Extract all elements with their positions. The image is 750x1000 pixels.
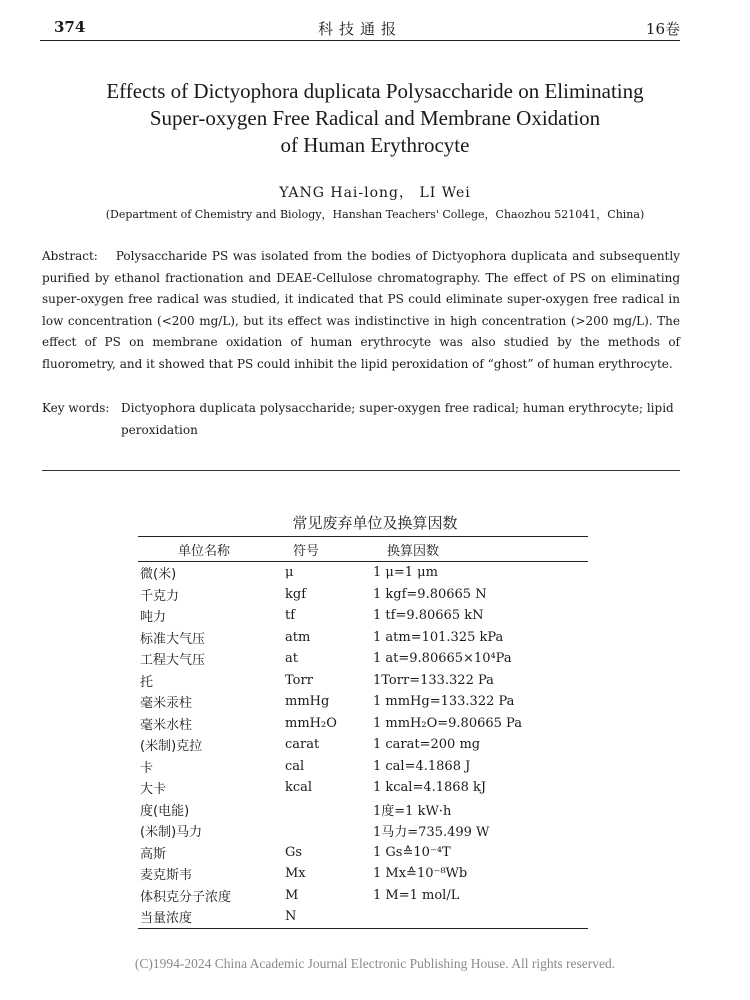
symbol-cell: tf [285,608,296,624]
column-header-unit: 单位名称 [138,537,285,562]
column-header-factor: 换算因数 [373,537,588,562]
conversion-cell: 1 atm=101.325 kPa [373,629,504,645]
table-row [138,605,588,627]
section-divider [42,470,680,471]
symbol-cell: Torr [285,672,313,688]
table-row [138,799,588,821]
unit-name-cell: 毫米水柱 [140,717,193,733]
unit-name-cell: 当量浓度 [138,906,285,928]
table-row [138,820,588,842]
table-row [138,713,588,735]
symbol-cell: N [285,906,373,928]
symbol-cell: kgf [285,586,307,602]
symbol-cell [285,799,373,821]
conversion-cell: 1 kgf=9.80665 N [373,586,487,602]
table-row [138,734,588,756]
symbol-cell: mmHg [285,694,330,710]
copyright-notice: (C)1994-2024 China Academic Journal Electronic Publishing House. All rights reserved. [134,956,616,971]
abstract-label: Abstract: [42,249,98,263]
table-row [138,842,588,864]
table-caption: 常见废弃单位及换算因数 [292,514,458,532]
table-row [138,906,588,928]
conversion-cell: 1 mmH₂O=9.80665 Pa [373,715,522,731]
table-header-row [138,537,588,562]
article-title [40,78,710,159]
symbol-cell: cal [285,758,305,774]
conversion-cell: 1马力=735.499 W [373,825,490,841]
keywords-text: Dictyophora duplicata polysaccharide; super-oxygen free radical; human erythrocyte; lipid peroxidation [121,401,674,437]
unit-name-cell: 工程大气压 [140,653,206,669]
title-line: Super-oxygen Free Radical and Membrane Oxidation [149,106,601,130]
running-header [40,14,680,41]
title-line: of Human Erythrocyte [280,133,470,157]
conversion-cell: 1 tf=9.80665 kN [373,608,484,624]
conversion-cell: 1 carat=200 mg [373,737,481,753]
conversion-cell: 1 Gs≙10⁻⁴T [373,844,451,860]
symbol-cell: carat [285,737,320,753]
keywords-label: Key words: [42,401,110,415]
conversion-cell: 1度=1 kW·h [373,803,452,819]
unit-name-cell: 卡 [140,760,154,776]
table-row [138,562,588,584]
table-row [138,777,588,799]
unit-name-cell: 吨力 [140,610,167,626]
table-row [138,885,588,907]
symbol-cell: M [285,887,299,903]
unit-name-cell: 托 [140,674,154,690]
table-row [138,756,588,778]
conversion-cell: 1 cal=4.1868 J [373,758,471,774]
symbol-cell: atm [285,629,311,645]
journal-name: 科技通报 [317,20,402,38]
abstract-text: Polysaccharide PS was isolated from the bodies of Dictyophora duplicata and subsequently purified by ethanol fractionation and DEAE-Cellulose chromatography. The effect of PS on eliminating super-oxygen free radical was studied, it indicated that PS could eliminate super-oxygen free radical in low concentration (<200 mg/L), but its effect was indistinctive in high concentration (>200 mg/L). The effect of PS on membrane oxidation of human erythrocyte was also studied by the methods of fluorometry, and it showed that PS could inhibit the lipid peroxidation of “ghost” of human erythrocyte. [42,249,680,371]
symbol-cell: at [285,651,298,667]
unit-name-cell: 高斯 [140,846,167,862]
table-row [138,691,588,713]
conversion-cell: 1 Mx≙10⁻⁸Wb [373,866,468,882]
unit-name-cell: 毫米汞柱 [140,696,193,712]
symbol-cell [285,820,373,842]
authors: YANG Hai-long， LI Wei [279,185,471,201]
conversion-cell [373,906,588,928]
symbol-cell: kcal [285,780,313,796]
conversion-cell: 1 μ=1 μm [373,565,438,581]
keywords [42,398,680,441]
conversion-cell: 1 M=1 mol/L [373,887,460,903]
table-row [138,648,588,670]
unit-name-cell: 微(米) [140,567,177,583]
symbol-cell: μ [285,565,294,581]
unit-name-cell: (米制)克拉 [140,739,203,755]
table-row [138,863,588,885]
symbol-cell: mmH₂O [285,715,337,731]
abstract [42,246,680,375]
symbol-cell: Mx [285,866,306,882]
table-row [138,627,588,649]
unit-name-cell: 千克力 [140,588,180,604]
table-row [138,584,588,606]
page-number: 374 [54,18,86,36]
conversion-cell: 1 kcal=4.1868 kJ [373,780,487,796]
conversion-cell: 1 at=9.80665×10⁴Pa [373,651,512,667]
conversion-cell: 1 mmHg=133.322 Pa [373,694,515,710]
unit-name-cell: 体积克分子浓度 [140,889,232,905]
unit-name-cell: 标准大气压 [140,631,206,647]
unit-name-cell: 度(电能) [140,803,190,819]
volume-label: 16卷 [645,20,680,38]
unit-name-cell: 大卡 [140,782,167,798]
conversion-cell: 1Torr=133.322 Pa [373,672,494,688]
symbol-cell: Gs [285,844,303,860]
table-row [138,670,588,692]
units-table [138,536,588,929]
title-line: Effects of Dictyophora duplicata Polysaccharide on Eliminating [106,79,644,103]
affiliation: (Department of Chemistry and Biology，Hanshan Teachers' College，Chaozhou 521041，China) [105,208,645,221]
unit-name-cell: 麦克斯韦 [140,868,193,884]
unit-name-cell: (米制)马力 [140,825,203,841]
column-header-symbol: 符号 [285,537,373,562]
